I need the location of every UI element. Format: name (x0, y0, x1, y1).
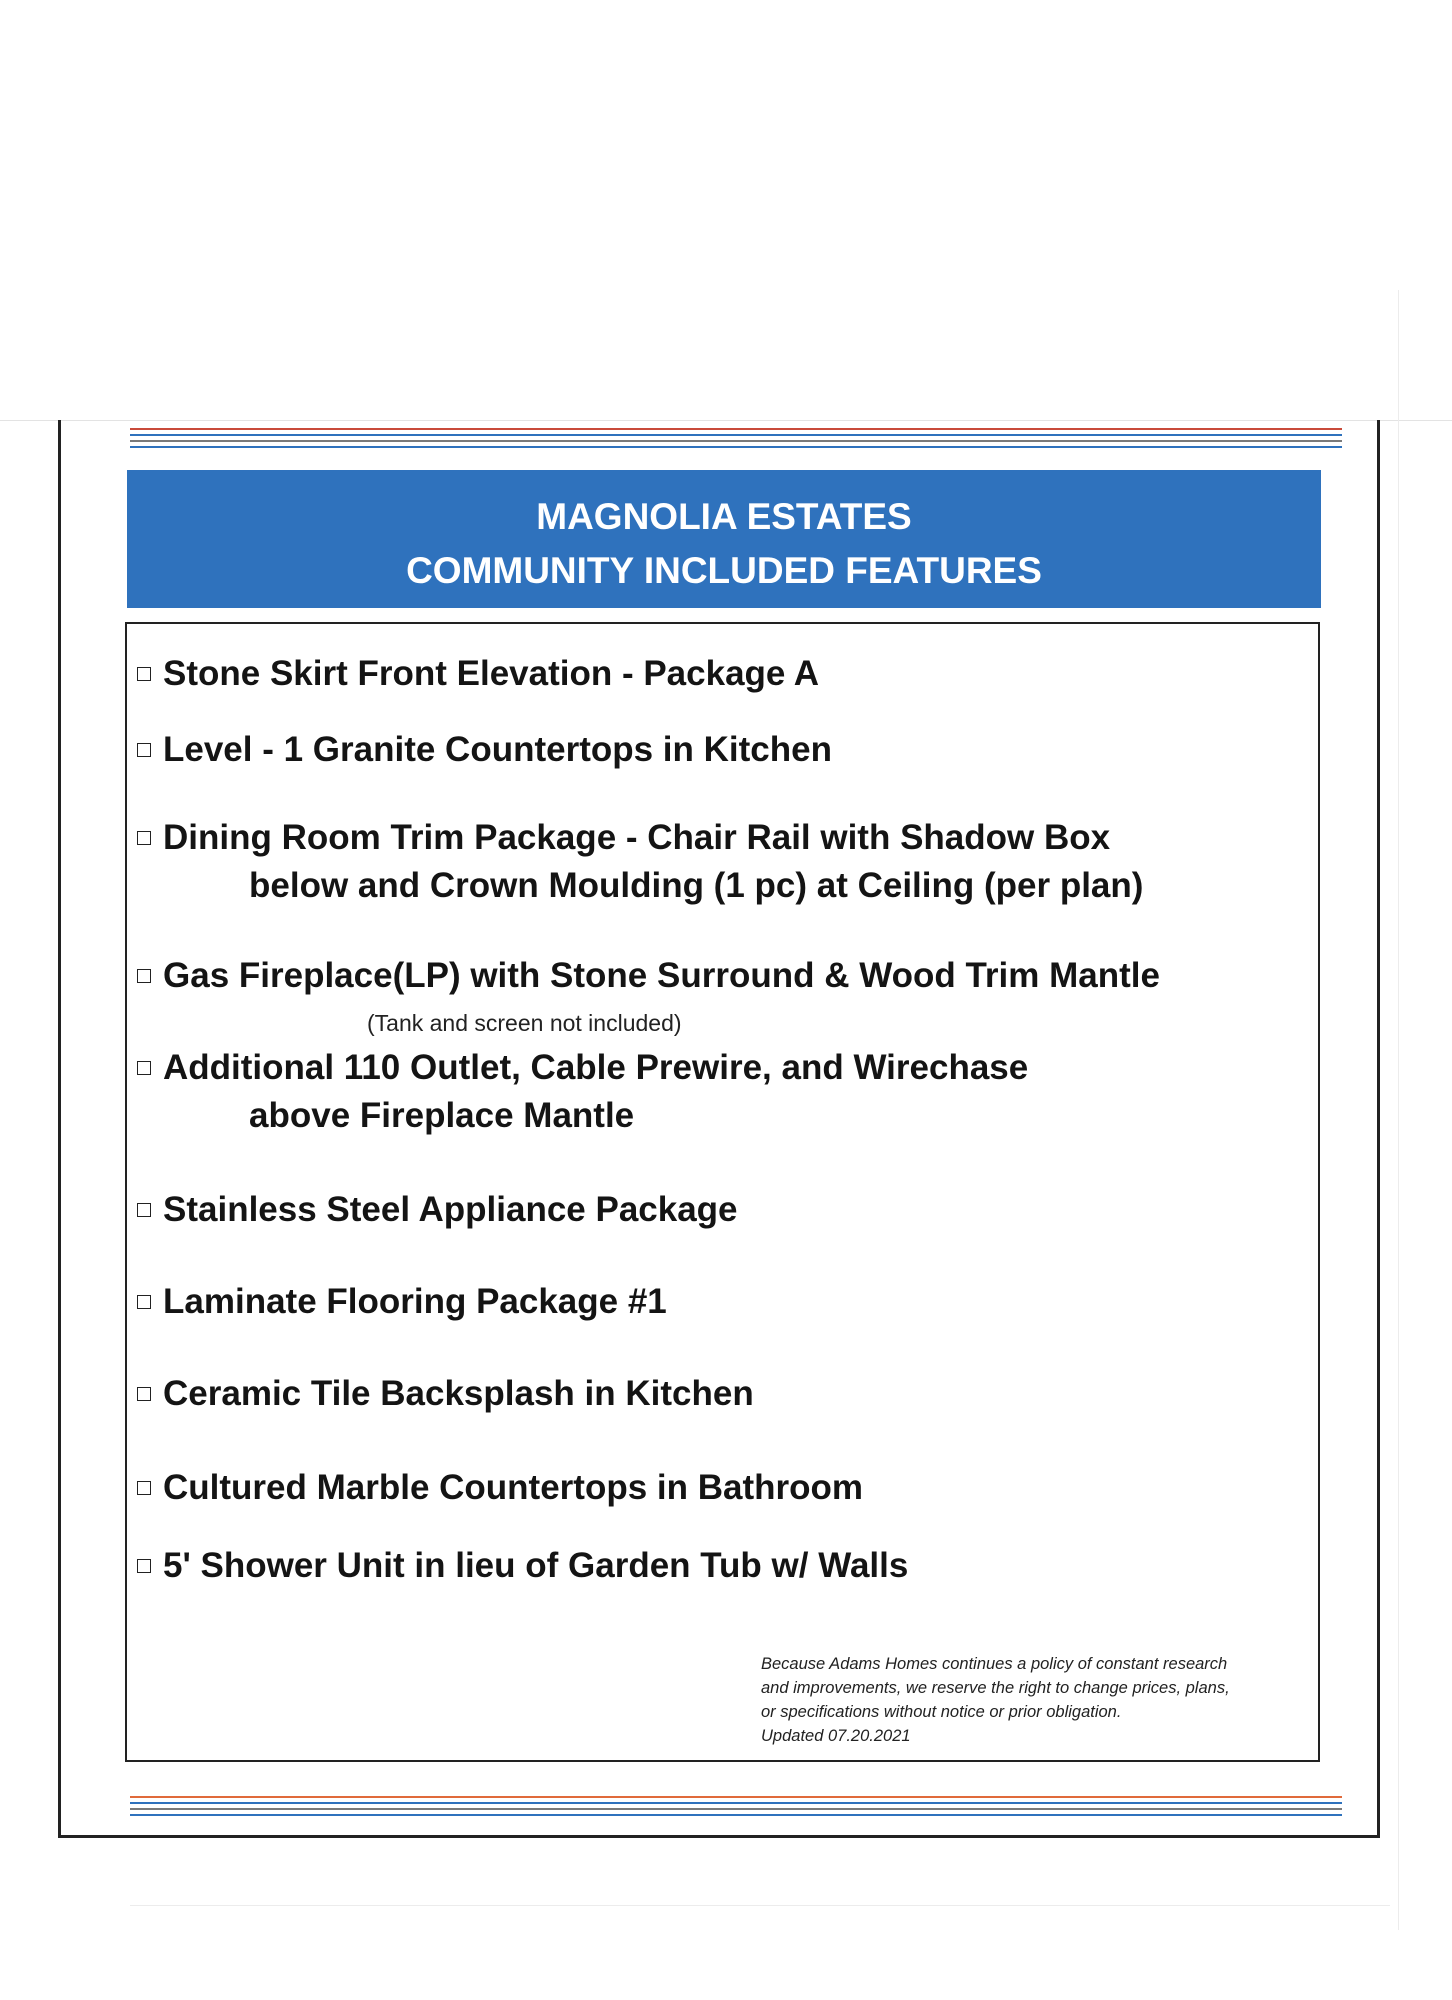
feature-item (137, 814, 1143, 910)
feature-item (137, 1044, 1028, 1140)
empty-checkbox-icon[interactable] (137, 969, 151, 983)
feature-text: Cultured Marble Countertops in Bathroom (163, 1468, 863, 1507)
disclaimer-line: Because Adams Homes continues a policy of constant research (761, 1655, 1228, 1673)
feature-item (137, 952, 1160, 1000)
disclaimer (761, 1652, 1321, 1748)
feature-item (137, 1186, 738, 1234)
bottom-stripes (130, 1796, 1342, 1820)
empty-checkbox-icon[interactable] (137, 1203, 151, 1217)
scan-edge (1398, 290, 1399, 1930)
feature-text: Dining Room Trim Package - Chair Rail with Shadow Box (163, 818, 1111, 857)
features-box (125, 622, 1320, 1762)
scan-edge (130, 1905, 1390, 1906)
feature-item (137, 726, 832, 774)
feature-continuation: below and Crown Moulding (1 pc) at Ceiling (per plan) (249, 866, 1144, 905)
stripe (130, 440, 1342, 442)
feature-text: Stainless Steel Appliance Package (163, 1190, 738, 1229)
feature-item (137, 1370, 754, 1418)
empty-checkbox-icon[interactable] (137, 831, 151, 845)
title-banner (127, 470, 1321, 608)
stripe (130, 1796, 1342, 1798)
feature-text: 5' Shower Unit in lieu of Garden Tub w/ Walls (163, 1546, 909, 1585)
feature-text: Laminate Flooring Package #1 (163, 1282, 667, 1321)
banner-subtitle: COMMUNITY INCLUDED FEATURES (406, 550, 1042, 591)
updated-date: Updated 07.20.2021 (761, 1727, 911, 1745)
stripe (130, 434, 1342, 436)
feature-item (137, 650, 819, 698)
community-name: MAGNOLIA ESTATES (536, 496, 912, 537)
stripe (130, 1808, 1342, 1810)
empty-checkbox-icon[interactable] (137, 1295, 151, 1309)
feature-item (137, 1464, 863, 1512)
empty-checkbox-icon[interactable] (137, 667, 151, 681)
empty-checkbox-icon[interactable] (137, 743, 151, 757)
feature-text: Stone Skirt Front Elevation - Package A (163, 654, 820, 693)
feature-text: Gas Fireplace(LP) with Stone Surround & Wood Trim Mantle (163, 956, 1160, 995)
disclaimer-line: or specifications without notice or prior obligation. (761, 1703, 1122, 1721)
feature-text: Level - 1 Granite Countertops in Kitchen (163, 730, 832, 769)
feature-text: Additional 110 Outlet, Cable Prewire, and Wirechase (163, 1048, 1029, 1087)
feature-text: Ceramic Tile Backsplash in Kitchen (163, 1374, 754, 1413)
disclaimer-line: and improvements, we reserve the right to change prices, plans, (761, 1679, 1230, 1697)
empty-checkbox-icon[interactable] (137, 1559, 151, 1573)
feature-item (137, 1278, 667, 1326)
top-stripes (130, 428, 1342, 452)
empty-checkbox-icon[interactable] (137, 1061, 151, 1075)
feature-item (137, 1542, 908, 1590)
empty-checkbox-icon[interactable] (137, 1481, 151, 1495)
stripe (130, 446, 1342, 448)
stripe (130, 428, 1342, 430)
stripe (130, 1802, 1342, 1804)
empty-checkbox-icon[interactable] (137, 1387, 151, 1401)
stripe (130, 1814, 1342, 1816)
feature-continuation: above Fireplace Mantle (249, 1096, 635, 1135)
feature-note: (Tank and screen not included) (367, 1010, 682, 1036)
